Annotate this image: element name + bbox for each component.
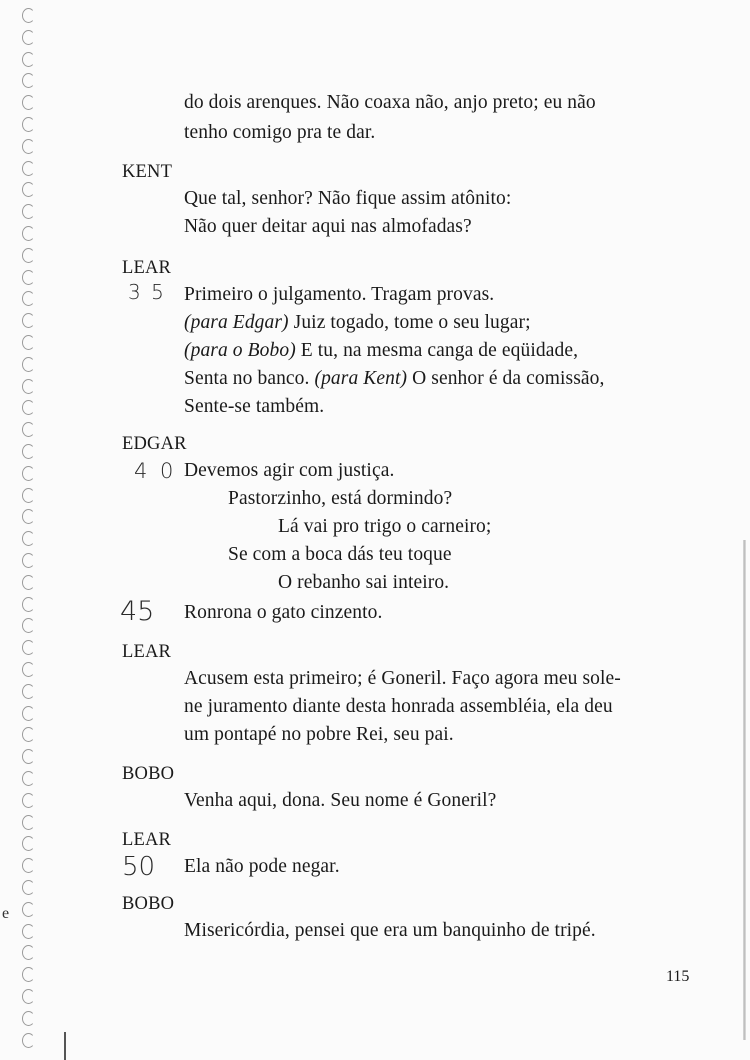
binding-hole [22,924,35,939]
binding-hole [22,618,35,633]
binding-hole [22,313,35,328]
binding-hole [22,662,35,677]
speaker-name: LEAR [122,258,172,278]
binding-hole [22,291,35,306]
text-line [184,340,578,362]
page-number: 115 [666,968,690,985]
binding-hole [22,379,35,394]
text-line: Misericórdia, pensei que era um banquinho de tripé. [184,920,596,941]
binding-hole [22,836,35,851]
line-number-handwritten: 50 [122,852,156,882]
binding-hole [22,357,35,372]
line-number-handwritten: 3 5 [128,280,166,304]
text-span: Senta no banco. [184,368,315,389]
binding-hole [22,204,35,219]
text-line: tenho comigo pra te dar. [184,122,376,143]
binding-hole [22,8,35,23]
binding-hole [22,771,35,786]
text-line: Acusem esta primeiro; é Goneril. Faço agora meu sole- [184,668,621,689]
stage-direction: (para Kent) [314,368,408,389]
binding-hole [22,858,35,873]
binding-hole [22,248,35,263]
stage-direction: (para o Bobo) [184,340,296,361]
spiral-binding [14,8,44,1058]
text-line [184,312,531,334]
binding-hole [22,793,35,808]
text-line: Ela não pode negar. [184,856,340,877]
binding-hole [22,270,35,285]
speaker-name: LEAR [122,642,172,662]
text-line: Não quer deitar aqui nas almofadas? [184,216,472,237]
text-span: Juiz togado, tome o seu lugar; [288,312,531,333]
binding-hole [22,182,35,197]
text-line: Sente-se também. [184,396,325,417]
stage-direction: (para Edgar) [184,312,289,333]
page-edge-shadow [743,540,746,1040]
speaker-name: BOBO [122,764,175,784]
text-line: Ronrona o gato cinzento. [184,602,383,623]
text-line: O rebanho sai inteiro. [278,572,450,593]
binding-hole [22,967,35,982]
binding-mark [64,1032,66,1060]
binding-hole [22,73,35,88]
binding-hole [22,684,35,699]
binding-hole [22,335,35,350]
binding-hole [22,640,35,655]
text-line: do dois arenques. Não coaxa não, anjo preto; eu não [184,92,596,113]
text-line [184,368,604,390]
binding-hole [22,989,35,1004]
text-line: um pontapé no pobre Rei, seu pai. [184,724,454,745]
binding-hole [22,466,35,481]
text-line: Lá vai pro trigo o carneiro; [278,516,492,537]
binding-hole [22,727,35,742]
binding-hole [22,1033,35,1048]
text-span: E tu, na mesma canga de eqüidade, [295,340,579,361]
speaker-name: LEAR [122,830,172,850]
binding-hole [22,52,35,67]
speaker-name: KENT [122,162,173,182]
binding-hole [22,488,35,503]
binding-hole [22,139,35,154]
binding-hole [22,749,35,764]
binding-hole [22,815,35,830]
binding-hole [22,553,35,568]
binding-hole [22,95,35,110]
text-line: Que tal, senhor? Não fique assim atônito: [184,188,512,209]
binding-hole [22,945,35,960]
text-span: O senhor é da comissão, [407,368,605,389]
binding-hole [22,575,35,590]
binding-hole [22,531,35,546]
text-line: Pastorzinho, está dormindo? [228,488,453,509]
binding-hole [22,509,35,524]
binding-hole [22,117,35,132]
text-line: Venha aqui, dona. Seu nome é Goneril? [184,790,497,811]
binding-hole [22,597,35,612]
speaker-name: EDGAR [122,434,187,454]
binding-hole [22,880,35,895]
binding-hole [22,1011,35,1026]
text-line: ne juramento diante desta honrada assembléia, ela deu [184,696,613,717]
binding-hole [22,400,35,415]
text-line: Primeiro o julgamento. Tragam provas. [184,284,495,305]
line-number-handwritten: 4 0 [134,459,177,483]
binding-hole [22,902,35,917]
binding-hole [22,30,35,45]
binding-hole [22,161,35,176]
line-number-handwritten: 45 [120,596,155,627]
binding-hole [22,706,35,721]
margin-note: e [2,905,10,922]
text-line: Se com a boca dás teu toque [228,544,452,565]
text-line: Devemos agir com justiça. [184,460,395,481]
binding-hole [22,422,35,437]
binding-hole [22,226,35,241]
speaker-name: BOBO [122,894,175,914]
binding-hole [22,444,35,459]
